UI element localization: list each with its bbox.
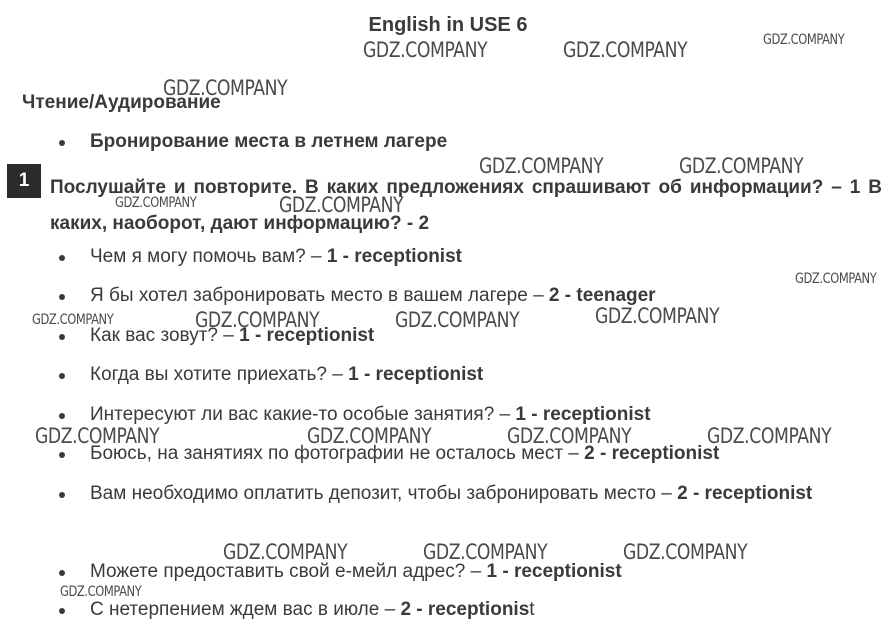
watermark: GDZ.COMPANY [279,193,404,217]
item-tail: t [529,599,535,620]
bullet-icon [59,608,65,614]
item-answer: 1 - receptionist [486,561,622,582]
item-text: Как вас зовут? – [90,325,240,346]
section-heading: Чтение/Аудирование [22,92,221,113]
exercise-instruction: Послушайте и повторите. В каких предложениях спрашивают об информации? – 1 В каких, наоборот, дают информацию? - 2 [50,177,882,234]
watermark: GDZ.COMPANY [195,308,320,332]
watermark: GDZ.COMPANY [115,195,197,211]
watermark: GDZ.COMPANY [707,424,832,448]
watermark: GDZ.COMPANY [395,308,520,332]
watermark: GDZ.COMPANY [679,154,804,178]
watermark: GDZ.COMPANY [763,32,845,48]
watermark: GDZ.COMPANY [423,540,548,564]
item-text: Чем я могу помочь вам? – [90,246,327,267]
watermark: GDZ.COMPANY [307,424,432,448]
item-text: Когда вы хотите приехать? – [90,364,349,385]
list-item [90,364,483,386]
list-item [90,475,882,513]
watermark: GDZ.COMPANY [60,584,142,600]
item-text: Можете предоставить свой е-мейл адрес? – [90,561,487,582]
item-answer: 2 - receptionist [584,443,720,464]
item-text: Я бы хотел забронировать место в вашем лагере – [90,285,549,306]
item-text: Боюсь, на занятиях по фотографии не осталось мест – [90,443,585,464]
watermark: GDZ.COMPANY [563,38,688,62]
list-item [90,404,651,426]
item-text: С нетерпением ждем вас в июле – [90,599,401,620]
watermark: GDZ.COMPANY [363,38,488,62]
bullet-icon [59,492,65,498]
bullet-icon [59,334,65,340]
bullet-icon [59,294,65,300]
watermark: GDZ.COMPANY [479,154,604,178]
exercise-number: 1 [7,164,41,198]
watermark: GDZ.COMPANY [35,424,160,448]
item-answer: 2 - receptionist [677,483,813,504]
watermark: GDZ.COMPANY [795,271,877,287]
list-item [90,285,656,307]
item-answer: 1 - receptionist [348,364,484,385]
bullet-icon [59,373,65,379]
bullet-icon [59,140,65,146]
list-item [90,561,622,583]
watermark: GDZ.COMPANY [163,76,288,100]
item-text: Вам необходимо оплатить депозит, чтобы забронировать место – [90,483,678,504]
bullet-icon [59,255,65,261]
list-item [90,599,535,621]
topic-text: Бронирование места в летнем лагере [90,131,448,152]
item-answer: 2 - receptionis [400,599,530,620]
watermark: GDZ.COMPANY [223,540,348,564]
item-text: Интересуют ли вас какие-то особые занятия? – [90,404,516,425]
item-answer: 1 - receptionist [239,325,375,346]
watermark: GDZ.COMPANY [32,312,114,328]
watermark: GDZ.COMPANY [623,540,748,564]
bullet-icon [59,570,65,576]
bullet-icon [59,413,65,419]
watermark: GDZ.COMPANY [507,424,632,448]
item-answer: 1 - receptionist [326,246,462,267]
item-answer: 1 - receptionist [515,404,651,425]
watermark: GDZ.COMPANY [595,304,720,328]
bullet-icon [59,452,65,458]
page-title: English in USE 6 [368,14,528,36]
list-item [90,246,462,268]
item-answer: 2 - teenager [548,285,656,306]
